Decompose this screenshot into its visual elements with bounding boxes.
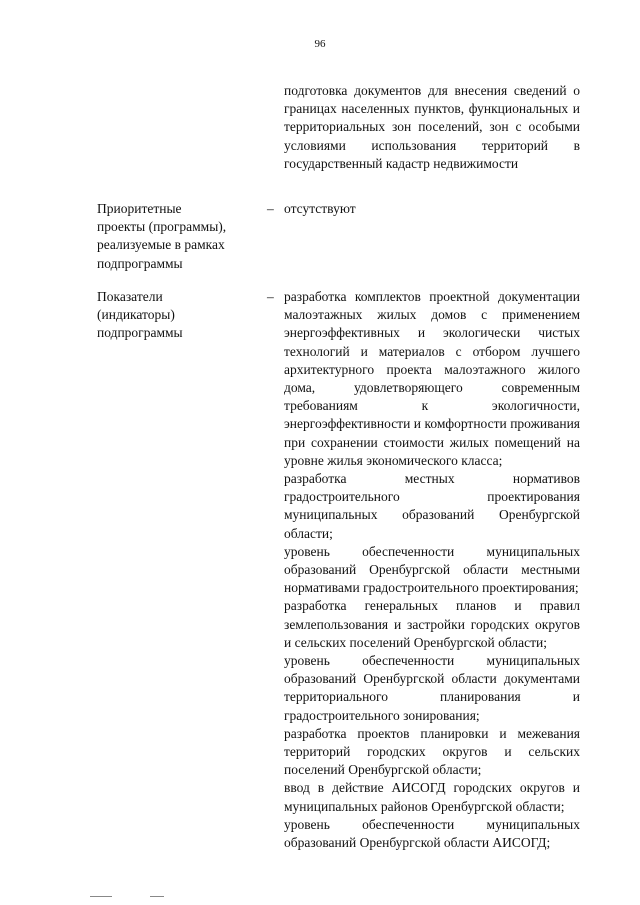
scan-mark (150, 896, 164, 897)
indicator-item: ввод в действие АИСОГД городских округов и муниципальных районов Оренбургской области; (284, 780, 580, 814)
label-line: подпрограммы (97, 255, 183, 271)
indicators-label (97, 288, 257, 343)
label-line: (индикаторы) (97, 307, 175, 323)
priority-projects-label (97, 200, 257, 273)
page-number: 96 (314, 38, 326, 50)
indicator-item: уровень обеспеченности муниципальных образований Оренбургской области документами территориального планирования и градостроительного зонирования; (284, 653, 580, 723)
dash: – (267, 289, 274, 304)
indicator-item: разработка местных нормативов градостроительного проектирования муниципальных образований Оренбургской области; (284, 471, 580, 541)
continuation-text: подготовка документов для внесения сведений о границах населенных пунктов, функциональных и территориальных зон поселений, зон с особыми условиями использования территорий в государственный кадастр недвижимости (284, 83, 580, 171)
indicator-item: разработка проектов планировки и межевания территорий городских округов и сельских поселений Оренбургской области; (284, 725, 580, 778)
indicators-list (284, 288, 580, 852)
label-line: реализуемые в рамках (97, 237, 225, 253)
label-line: проекты (программы), (97, 219, 227, 235)
label-line: подпрограммы (97, 325, 183, 341)
indicator-item: уровень обеспеченности муниципальных образований Оренбургской области АИСОГД; (284, 816, 580, 851)
scan-mark (90, 896, 112, 897)
scan-artifact-marks (90, 893, 180, 899)
indicator-item: разработка комплектов проектной документации малоэтажных жилых домов с применением энергоэффективных и экологически чистых технологий и материалов с отбором лучшего архитектурного проекта малоэтажного жилого дома, удовлетворяющего современным требованиям к экологичности, энергоэффективности и комфортности проживания при сохранении стоимости жилых помещений на уровне жилья экономического класса; (284, 289, 580, 468)
indicator-item: разработка генеральных планов и правил землепользования и застройки городских округов и сельских поселений Оренбургской области; (284, 598, 580, 650)
dash: – (267, 201, 274, 216)
indicator-item: уровень обеспеченности муниципальных образований Оренбургской области местными нормативами градостроительного проектирования; (284, 543, 580, 596)
priority-projects-value: отсутствуют (284, 201, 356, 216)
label-line: Показатели (97, 289, 163, 304)
label-line: Приоритетные (97, 201, 182, 216)
